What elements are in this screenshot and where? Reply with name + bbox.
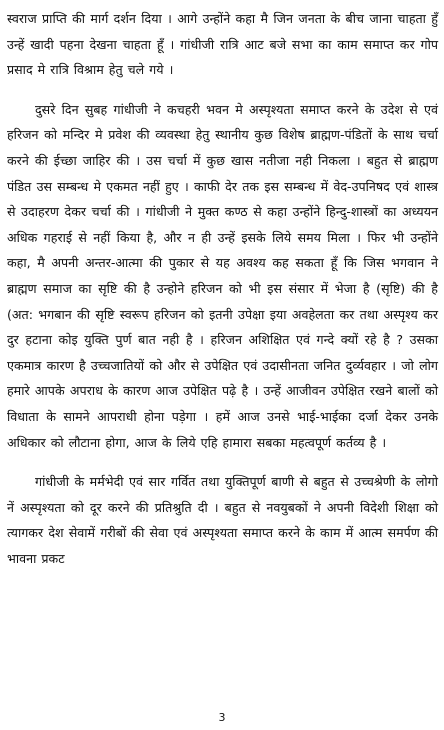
- paragraph-3: गांधीजी के मर्मभेदी एवं सार गर्वित तथा युक्तिपूर्ण बाणी से बहुत से उच्चश्रेणी के लोगो नें अस्पृश्यता को दूर करने की प्रतिश्रुति दी । बहुत से नवयुबकों ने अपनी विदेशी शिक्षा को त्यागकर देश सेवामें गरीबों की सेवा एवं अस्पृश्यता समाप्त करने के काम में आत्म समर्पण की भावना प्रकट: [7, 474, 438, 566]
- paragraph-1: स्वराज प्राप्ति की मार्ग दर्शन दिया । आगे उन्होंने कहा मै जिन जनता के बीच जाना चाहता हुँ उन्हें खादी पहना देखना चाहता हूँ । गांधीजी रात्रि आट बजे सभा का काम समाप्त कर गोप प्रसाद मे रात्रि विश्राम हेतु चले गये ।: [7, 11, 438, 78]
- paragraph-2: दुसरे दिन सुबह गांधीजी ने कचहरी भवन मे अस्पृश्यता समाप्त करने के उदेश से एवं हरिजन को मन्दिर मे प्रवेश की व्यवस्था हेतु स्थानीय कुछ विशेष ब्राह्मण-पंडितों के साथ चर्चा करने की ईच्छा जाहिर की । उस चर्चा में कुछ खास नतीजा नही निकला । बहुत से ब्राह्मण पंडित उस सम्बन्ध मे एकमत नहीं हुए । काफी देर तक इस सम्बन्ध में वेद-उपनिषद एवं शास्त्र से उदाहरण देकर चर्चा की । गांधीजी ने मुक्त कण्ठ से कहा उन्होंने हिन्दु-शास्त्रों का अध्ययन अधिक गहराई से नहीं किया है, और न ही उन्हें इसके लिये समय मिला । फिर भी उन्होंने कहा, मै अपनी अन्तर-आत्मा की पुकार से यह अवश्य कह सकता हूँ कि जिस भगवान ने ब्राह्मण समाज का सृष्टि की है उन्होने हरिजन को भी इस संसार में भेजा है (सृष्टि) की है (अत: भगबान की सृष्टि स्वरूप हरिजन को इतनी उपेक्षा इया अवहेलता कर तथा अस्पृश्य कर दुर हटाना कोइ युक्ति पुर्ण बात नही है । हरिजन अशिक्षित एवं गन्दे क्यों रहे है ? उसका एकमात्र कारण है उच्चजातियों को और से उपेक्षित एवं उदासीनता जनित दुर्व्यवहार । जो लोग हमारे आपके अपराध के कारण आज उपेक्षित पढ़े है । उन्हें आजीवन उपेक्षित रखने बालों को विधाता के सामने आपराधी होना पड़ेगा । हमें आज उनसे भाई-भाईका दर्जा देकर उनके अधिकार को लौटाना होगा, आज के लिये एहि हामारा सबका महत्वपूर्ण कर्तव्य है ।: [7, 101, 438, 450]
- page-number: 3: [218, 711, 226, 724]
